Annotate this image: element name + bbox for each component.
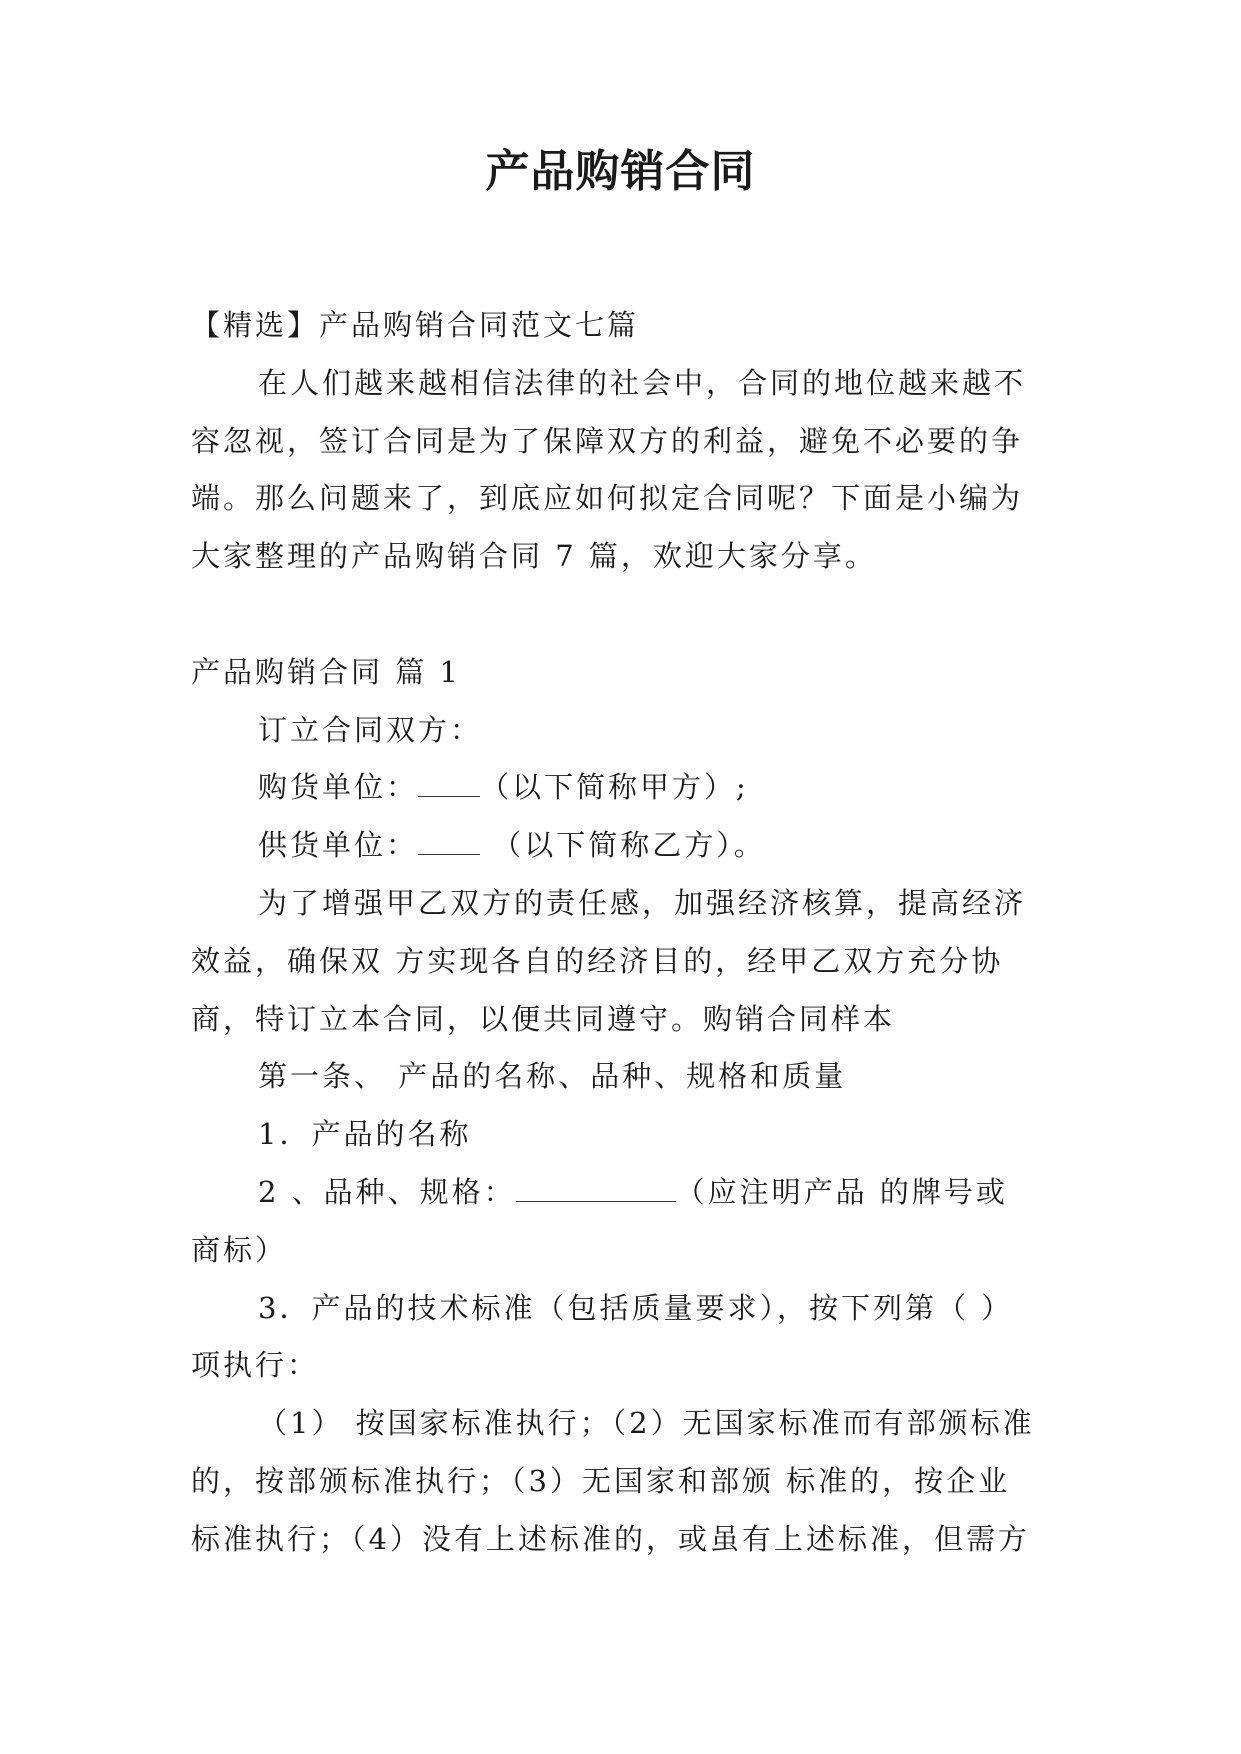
document-body <box>191 297 1053 1569</box>
seller-line <box>191 817 1053 875</box>
intro-heading: 【精选】产品购销合同范文七篇 <box>191 308 640 342</box>
item-2-continuation: 商标） <box>191 1232 288 1267</box>
buyer-label: 购货单位： <box>258 770 419 805</box>
item-3-continuation: 项执行： <box>191 1348 320 1383</box>
standards-line: （1） 按国家标准执行；（2）无国家标准而有部颁标准 <box>258 1406 1035 1441</box>
seller-label: 供货单位： <box>258 828 419 863</box>
standards-line: 的，按部颁标准执行；（3）无国家和部颁 标准的，按企业 <box>191 1463 1011 1498</box>
item-2-blank <box>516 1177 676 1202</box>
item-1: 1．产品的名称 <box>258 1117 472 1152</box>
standards-line: 标准执行；（4）没有上述标准的，或虽有上述标准，但需方 <box>191 1521 1030 1556</box>
section-heading: 产品购销合同 篇 1 <box>191 654 461 689</box>
paragraph-gap <box>191 586 1053 644</box>
item-2-note: （应注明产品 的牌号或 <box>675 1174 1008 1209</box>
parties-label: 订立合同双方： <box>258 712 483 747</box>
seller-blank <box>418 830 480 855</box>
item-3-line: 3．产品的技术标准（包括质量要求），按下列第（ ） <box>258 1290 1014 1325</box>
seller-note: （以下简称乙方）。 <box>480 828 766 863</box>
item-2-label: 2 、品种、规格： <box>258 1174 516 1209</box>
document-title: 产品购销合同 <box>485 146 756 197</box>
intro-line: 在人们越来越相信法律的社会中，合同的地位越来越不 <box>258 365 1027 400</box>
intro-line: 端。那么问题来了，到底应如何拟定合同呢？下面是小编为 <box>191 481 1024 516</box>
intro-line: 大家整理的产品购销合同 7 篇，欢迎大家分享。 <box>191 539 877 574</box>
buyer-note: （以下简称甲方）; <box>480 770 749 805</box>
intro-line: 容忽视，签订合同是为了保障双方的利益，避免不必要的争 <box>191 423 1024 458</box>
item-2-line <box>191 1164 1053 1222</box>
purpose-line: 商，特订立本合同，以便共同遵守。购销合同样本 <box>191 1001 896 1036</box>
buyer-line <box>191 759 1053 817</box>
purpose-line: 为了增强甲乙双方的责任感，加强经济核算，提高经济 <box>258 885 1027 920</box>
purpose-line: 效益，确保双 方实现各自的经济目的，经甲乙双方充分协 <box>191 943 1004 978</box>
buyer-blank <box>418 772 480 797</box>
article-1-title: 第一条、 产品的名称、品种、规格和质量 <box>258 1059 847 1094</box>
